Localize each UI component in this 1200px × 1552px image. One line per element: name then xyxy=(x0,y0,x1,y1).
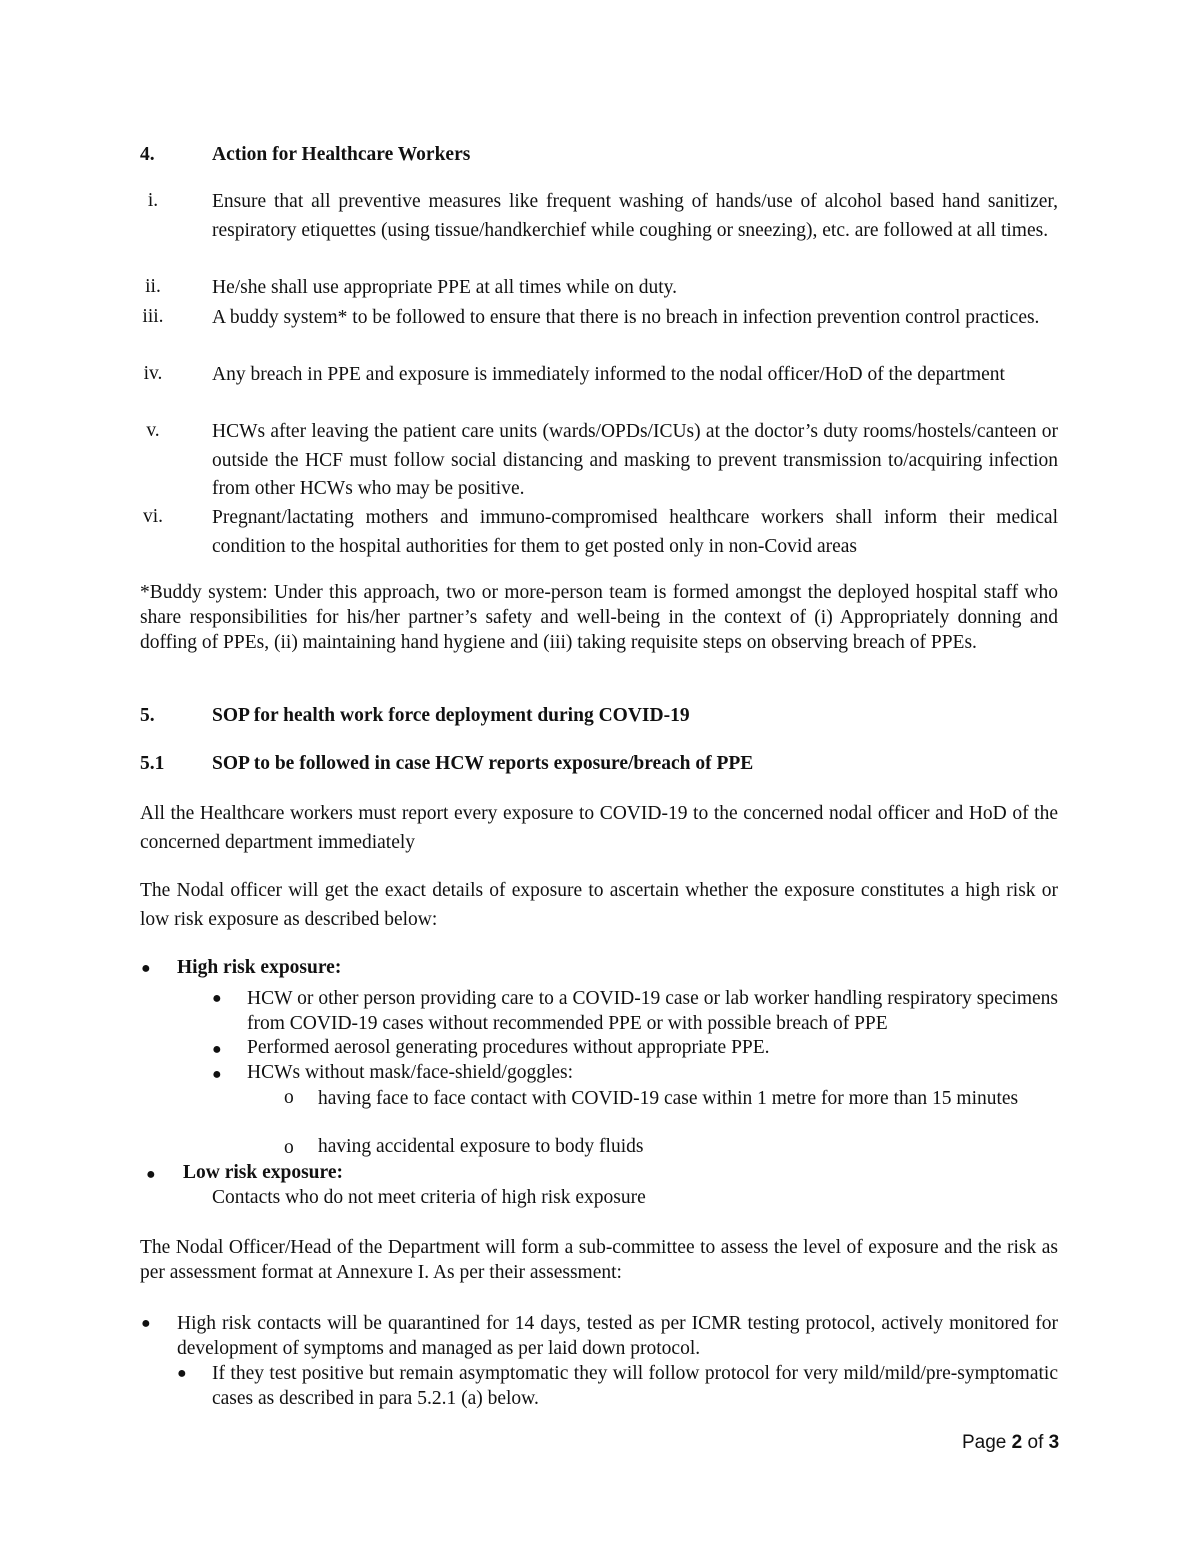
low-risk-text: Contacts who do not meet criteria of high risk exposure xyxy=(212,1187,646,1208)
section-5-title: SOP for health work force deployment during COVID-19 xyxy=(212,705,690,726)
bullet-icon: ● xyxy=(146,1166,156,1183)
bullet-icon: ● xyxy=(177,1365,187,1382)
bullet-icon: ● xyxy=(212,1041,222,1058)
item-number: iii. xyxy=(142,306,164,327)
list-item: High risk contacts will be quarantined for 14 days, tested as per ICMR testing protocol, actively monitored for development of symptoms and managed as per laid down protocol. xyxy=(177,1313,1058,1359)
sub-list-item: If they test positive but remain asymptomatic they will follow protocol for very mild/mild/pre-symptomatic cases as described in para 5.2.1 (a) below. xyxy=(212,1363,1058,1409)
list-item: He/she shall use appropriate PPE at all times while on duty. xyxy=(212,277,678,298)
bullet-icon: ● xyxy=(141,960,151,977)
item-number: i. xyxy=(147,190,159,211)
list-item: Performed aerosol generating procedures without appropriate PPE. xyxy=(247,1037,770,1058)
paragraph: The Nodal Officer/Head of the Department will form a sub-committee to assess the level of exposure and the risk as per assessment format at Annexure I. As per their assessment: xyxy=(140,1237,1058,1283)
total-pages: 3 xyxy=(1048,1432,1060,1453)
section-5-number: 5. xyxy=(140,705,155,726)
bullet-icon: ● xyxy=(141,1315,151,1332)
list-item: Any breach in PPE and exposure is immediately informed to the nodal officer/HoD of the department xyxy=(212,364,1005,385)
list-item: HCWs after leaving the patient care units (wards/OPDs/ICUs) at the doctor’s duty rooms/hostels/canteen or outside the HCF must follow social distancing and masking to prevent transmission to/acquiring infection from other HCWs who may be positive. xyxy=(212,421,1058,499)
item-number: ii. xyxy=(145,276,161,297)
bullet-icon: ● xyxy=(212,1066,222,1083)
item-number: v. xyxy=(146,420,160,441)
low-risk-label: Low risk exposure: xyxy=(183,1162,343,1183)
list-item: A buddy system* to be followed to ensure that there is no breach in infection prevention control practices. xyxy=(212,307,1040,328)
paragraph: The Nodal officer will get the exact details of exposure to ascertain whether the exposure constitutes a high risk or low risk exposure as described below: xyxy=(140,880,1058,930)
current-page: 2 xyxy=(1011,1432,1023,1453)
section-5-1-number: 5.1 xyxy=(140,753,165,774)
paragraph: All the Healthcare workers must report every exposure to COVID-19 to the concerned nodal officer and HoD of the concerned department immediately xyxy=(140,803,1058,853)
hollow-bullet-icon: o xyxy=(284,1137,294,1158)
list-item: Ensure that all preventive measures like frequent washing of hands/use of alcohol based hand sanitizer, respiratory etiquettes (using tissue/handkerchief while coughing or sneezing), etc. are followed at all times. xyxy=(212,191,1058,241)
sub-list-item: having face to face contact with COVID-19 case within 1 metre for more than 15 minutes xyxy=(318,1088,1019,1109)
high-risk-label: High risk exposure: xyxy=(177,957,342,978)
buddy-system-note: *Buddy system: Under this approach, two or more-person team is formed amongst the deployed hospital staff who share responsibilities for his/her partner’s safety and well-being in the context of (i) Appropriately donning and doffing of PPEs, (ii) maintaining hand hygiene and (iii) taking requisite steps on observing breach of PPEs. xyxy=(140,582,1058,653)
bullet-icon: ● xyxy=(212,990,222,1007)
section-4-title: Action for Healthcare Workers xyxy=(212,144,471,165)
list-item: HCWs without mask/face-shield/goggles: xyxy=(247,1062,574,1083)
page-word: Page xyxy=(962,1432,1007,1453)
sub-list-item: having accidental exposure to body fluids xyxy=(318,1136,644,1157)
item-number: vi. xyxy=(142,506,164,527)
section-4-number: 4. xyxy=(140,144,155,165)
page-number xyxy=(962,1432,1059,1454)
hollow-bullet-icon: o xyxy=(284,1087,294,1108)
section-5-1-title: SOP to be followed in case HCW reports exposure/breach of PPE xyxy=(212,753,754,774)
of-word: of xyxy=(1027,1432,1044,1453)
item-number: iv. xyxy=(143,363,163,384)
list-item: HCW or other person providing care to a COVID-19 case or lab worker handling respiratory specimens from COVID-19 cases without recommended PPE or with possible breach of PPE xyxy=(247,988,1058,1034)
list-item: Pregnant/lactating mothers and immuno-compromised healthcare workers shall inform their medical condition to the hospital authorities for them to get posted only in non-Covid areas xyxy=(212,507,1058,557)
